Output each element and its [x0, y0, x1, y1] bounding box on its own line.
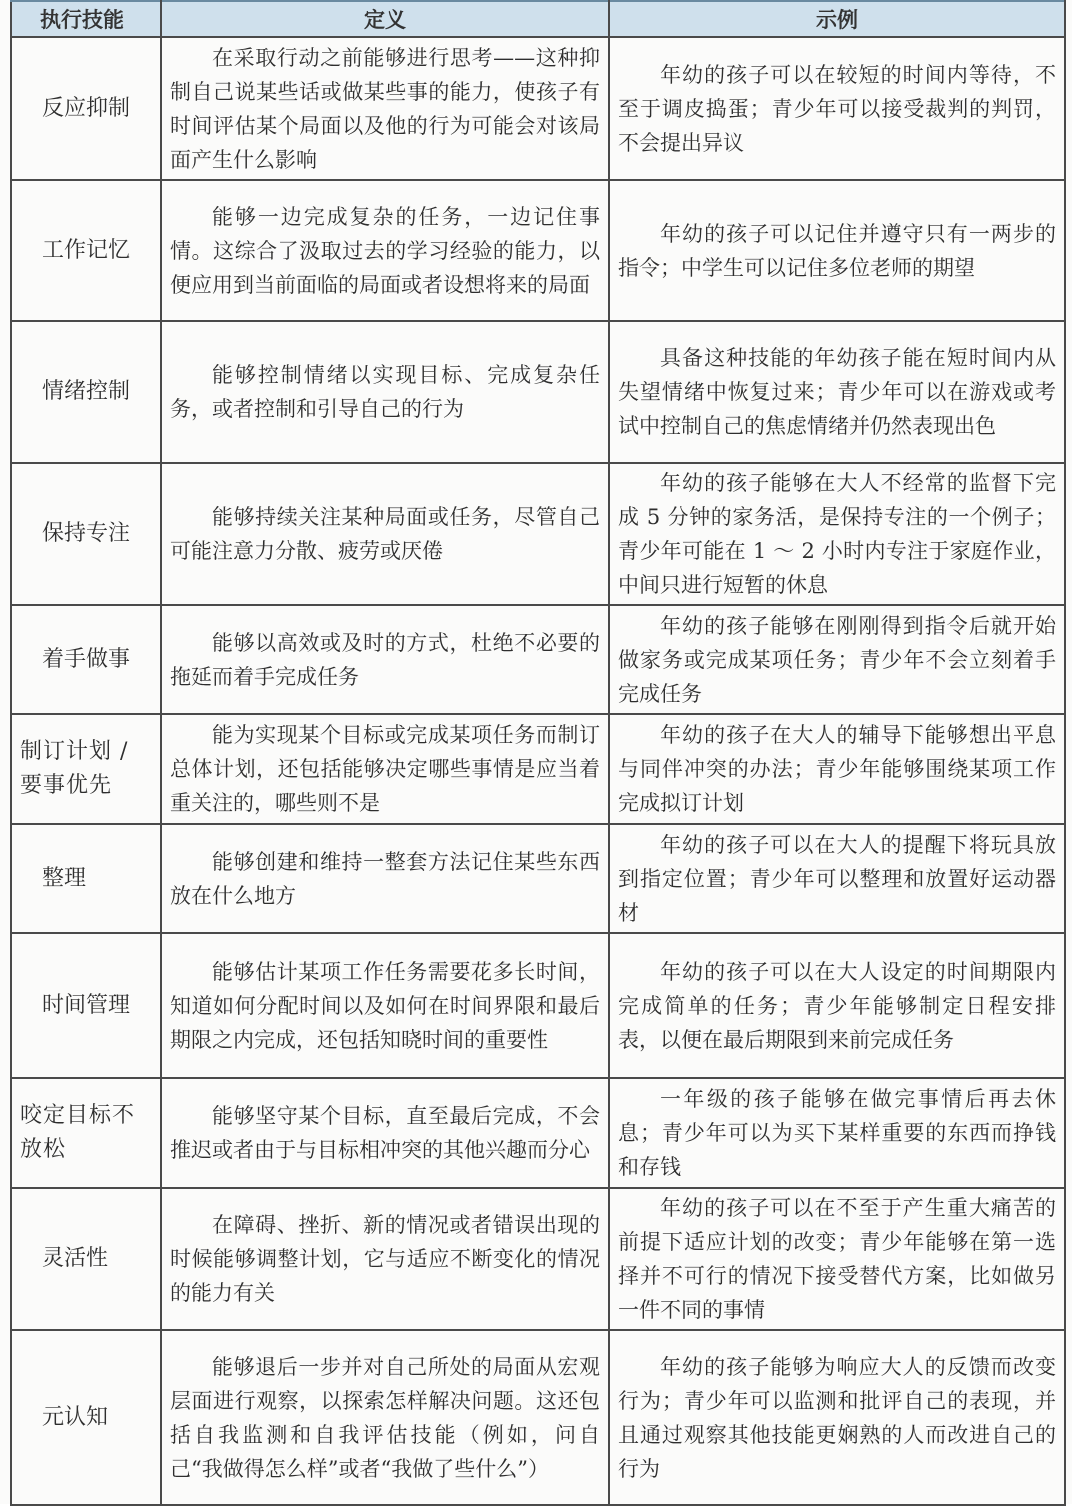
- example-text: 年幼的孩子可以在不至于产生重大痛苦的前提下适应计划的改变；青少年能够在第一选择并不可行的情况下接受替代方案，比如做另一件不同的事情: [618, 1196, 1056, 1322]
- skill-name: 灵活性: [42, 1246, 109, 1271]
- header-definition: 定义: [161, 1, 609, 37]
- skill-cell: [11, 1188, 161, 1330]
- definition-cell: [161, 1078, 609, 1188]
- skill-name: 工作记忆: [42, 237, 131, 263]
- skill-name: 整理: [42, 865, 87, 891]
- example-text: 具备这种技能的年幼孩子能在短时间内从失望情绪中恢复过来；青少年可以在游戏或考试中控制自己的焦虑情绪并仍然表现出色: [618, 346, 1056, 438]
- skill-name: 情绪控制: [42, 379, 131, 404]
- example-text: 年幼的孩子可以在较短的时间内等待，不至于调皮捣蛋；青少年可以接受裁判的判罚，不会提出异议: [618, 62, 1056, 155]
- example-text: 年幼的孩子可以记住并遵守只有一两步的指令；中学生可以记住多位老师的期望: [618, 221, 1056, 280]
- definition-text: 能为实现某个目标或完成某项任务而制订总体计划，还包括能够决定哪些事情是应当着重关注的，哪些则不是: [170, 723, 600, 815]
- skill-name: 保持专注: [42, 521, 131, 546]
- example-cell: [609, 1188, 1065, 1330]
- definition-text: 在采取行动之前能够进行思考——这种抑制自己说某些话或做某些事的能力，使孩子有时间评估某个局面以及他的行为可能会对该局面产生什么影响: [170, 45, 600, 172]
- example-text: 年幼的孩子可以在大人的提醒下将玩具放到指定位置；青少年可以整理和放置好运动器材: [618, 832, 1056, 925]
- skill-name: 咬定目标不放松: [20, 1103, 136, 1162]
- table-row: [11, 933, 1065, 1078]
- skill-cell: [11, 714, 161, 824]
- skill-cell: [11, 824, 161, 933]
- header-row: [11, 1, 1065, 37]
- example-cell: [609, 605, 1065, 714]
- example-cell: [609, 933, 1065, 1078]
- example-text: 一年级的孩子能够在做完事情后再去休息；青少年可以为买下某样重要的东西而挣钱和存钱: [618, 1087, 1056, 1179]
- table-row: [11, 1078, 1065, 1188]
- skill-name: 反应抑制: [42, 95, 131, 121]
- example-cell: [609, 37, 1065, 180]
- skill-cell: [11, 180, 161, 321]
- skill-cell: [11, 37, 161, 180]
- executive-skills-table: [10, 0, 1066, 1506]
- skill-name: 时间管理: [42, 992, 131, 1018]
- definition-text: 在障碍、挫折、新的情况或者错误出现的时候能够调整计划，它与适应不断变化的情况的能力有关: [170, 1213, 600, 1305]
- definition-cell: [161, 933, 609, 1078]
- definition-cell: [161, 463, 609, 605]
- table-row: [11, 605, 1065, 714]
- skill-cell: [11, 605, 161, 714]
- example-text: 年幼的孩子能够在刚刚得到指令后就开始做家务或完成某项任务；青少年不会立刻着手完成任务: [618, 613, 1056, 706]
- definition-cell: [161, 321, 609, 463]
- table-row: [11, 463, 1065, 605]
- definition-text: 能够一边完成复杂的任务，一边记住事情。这综合了汲取过去的学习经验的能力，以便应用到当前面临的局面或者设想将来的局面: [170, 204, 600, 297]
- definition-cell: [161, 824, 609, 933]
- definition-text: 能够坚守某个目标，直至最后完成，不会推迟或者由于与目标相冲突的其他兴趣而分心: [170, 1104, 600, 1162]
- table-row: [11, 321, 1065, 463]
- definition-text: 能够持续关注某种局面或任务，尽管自己可能注意力分散、疲劳或厌倦: [170, 505, 600, 563]
- example-cell: [609, 1330, 1065, 1505]
- skill-name: 元认知: [42, 1404, 109, 1430]
- table-row: [11, 1188, 1065, 1330]
- definition-text: 能够退后一步并对自己所处的局面从宏观层面进行观察，以探索怎样解决问题。这还包括自我监测和自我评估技能（例如，问自己“我做得怎么样”或者“我做了些什么”）: [170, 1354, 600, 1481]
- example-cell: [609, 714, 1065, 824]
- definition-text: 能够控制情绪以实现目标、完成复杂任务，或者控制和引导自己的行为: [170, 363, 600, 421]
- table-body: [11, 37, 1065, 1505]
- skill-cell: [11, 321, 161, 463]
- example-text: 年幼的孩子能够为响应大人的反馈而改变行为；青少年可以监测和批评自己的表现，并且通过观察其他技能更娴熟的人而改进自己的行为: [618, 1354, 1056, 1481]
- table-header: [11, 1, 1065, 37]
- definition-text: 能够创建和维持一整套方法记住某些东西放在什么地方: [170, 849, 600, 908]
- skill-name: 制订计划 / 要事优先: [20, 739, 129, 798]
- skill-cell: [11, 933, 161, 1078]
- header-example: 示例: [609, 1, 1065, 37]
- definition-text: 能够以高效或及时的方式，杜绝不必要的拖延而着手完成任务: [170, 630, 600, 689]
- skill-cell: [11, 463, 161, 605]
- definition-text: 能够估计某项工作任务需要花多长时间，知道如何分配时间以及如何在时间界限和最后期限之内完成，还包括知晓时间的重要性: [170, 959, 600, 1052]
- header-skill: 执行技能: [11, 1, 161, 37]
- example-text: 年幼的孩子可以在大人设定的时间期限内完成简单的任务；青少年能够制定日程安排表，以便在最后期限到来前完成任务: [618, 959, 1056, 1052]
- definition-cell: [161, 605, 609, 714]
- definition-cell: [161, 1330, 609, 1505]
- example-cell: [609, 824, 1065, 933]
- definition-cell: [161, 1188, 609, 1330]
- example-cell: [609, 1078, 1065, 1188]
- skill-cell: [11, 1330, 161, 1505]
- example-cell: [609, 463, 1065, 605]
- example-text: 年幼的孩子在大人的辅导下能够想出平息与同伴冲突的办法；青少年能够围绕某项工作完成拟订计划: [618, 723, 1056, 815]
- example-text: 年幼的孩子能够在大人不经常的监督下完成 5 分钟的家务活，是保持专注的一个例子；青少年可能在 1 ～ 2 小时内专注于家庭作业，中间只进行短暂的休息: [618, 471, 1056, 597]
- example-cell: [609, 180, 1065, 321]
- example-cell: [609, 321, 1065, 463]
- skill-cell: [11, 1078, 161, 1188]
- table-row: [11, 180, 1065, 321]
- table-row: [11, 714, 1065, 824]
- definition-cell: [161, 180, 609, 321]
- table-row: [11, 37, 1065, 180]
- skill-name: 着手做事: [42, 646, 131, 672]
- table-row: [11, 1330, 1065, 1505]
- definition-cell: [161, 37, 609, 180]
- definition-cell: [161, 714, 609, 824]
- table-row: [11, 824, 1065, 933]
